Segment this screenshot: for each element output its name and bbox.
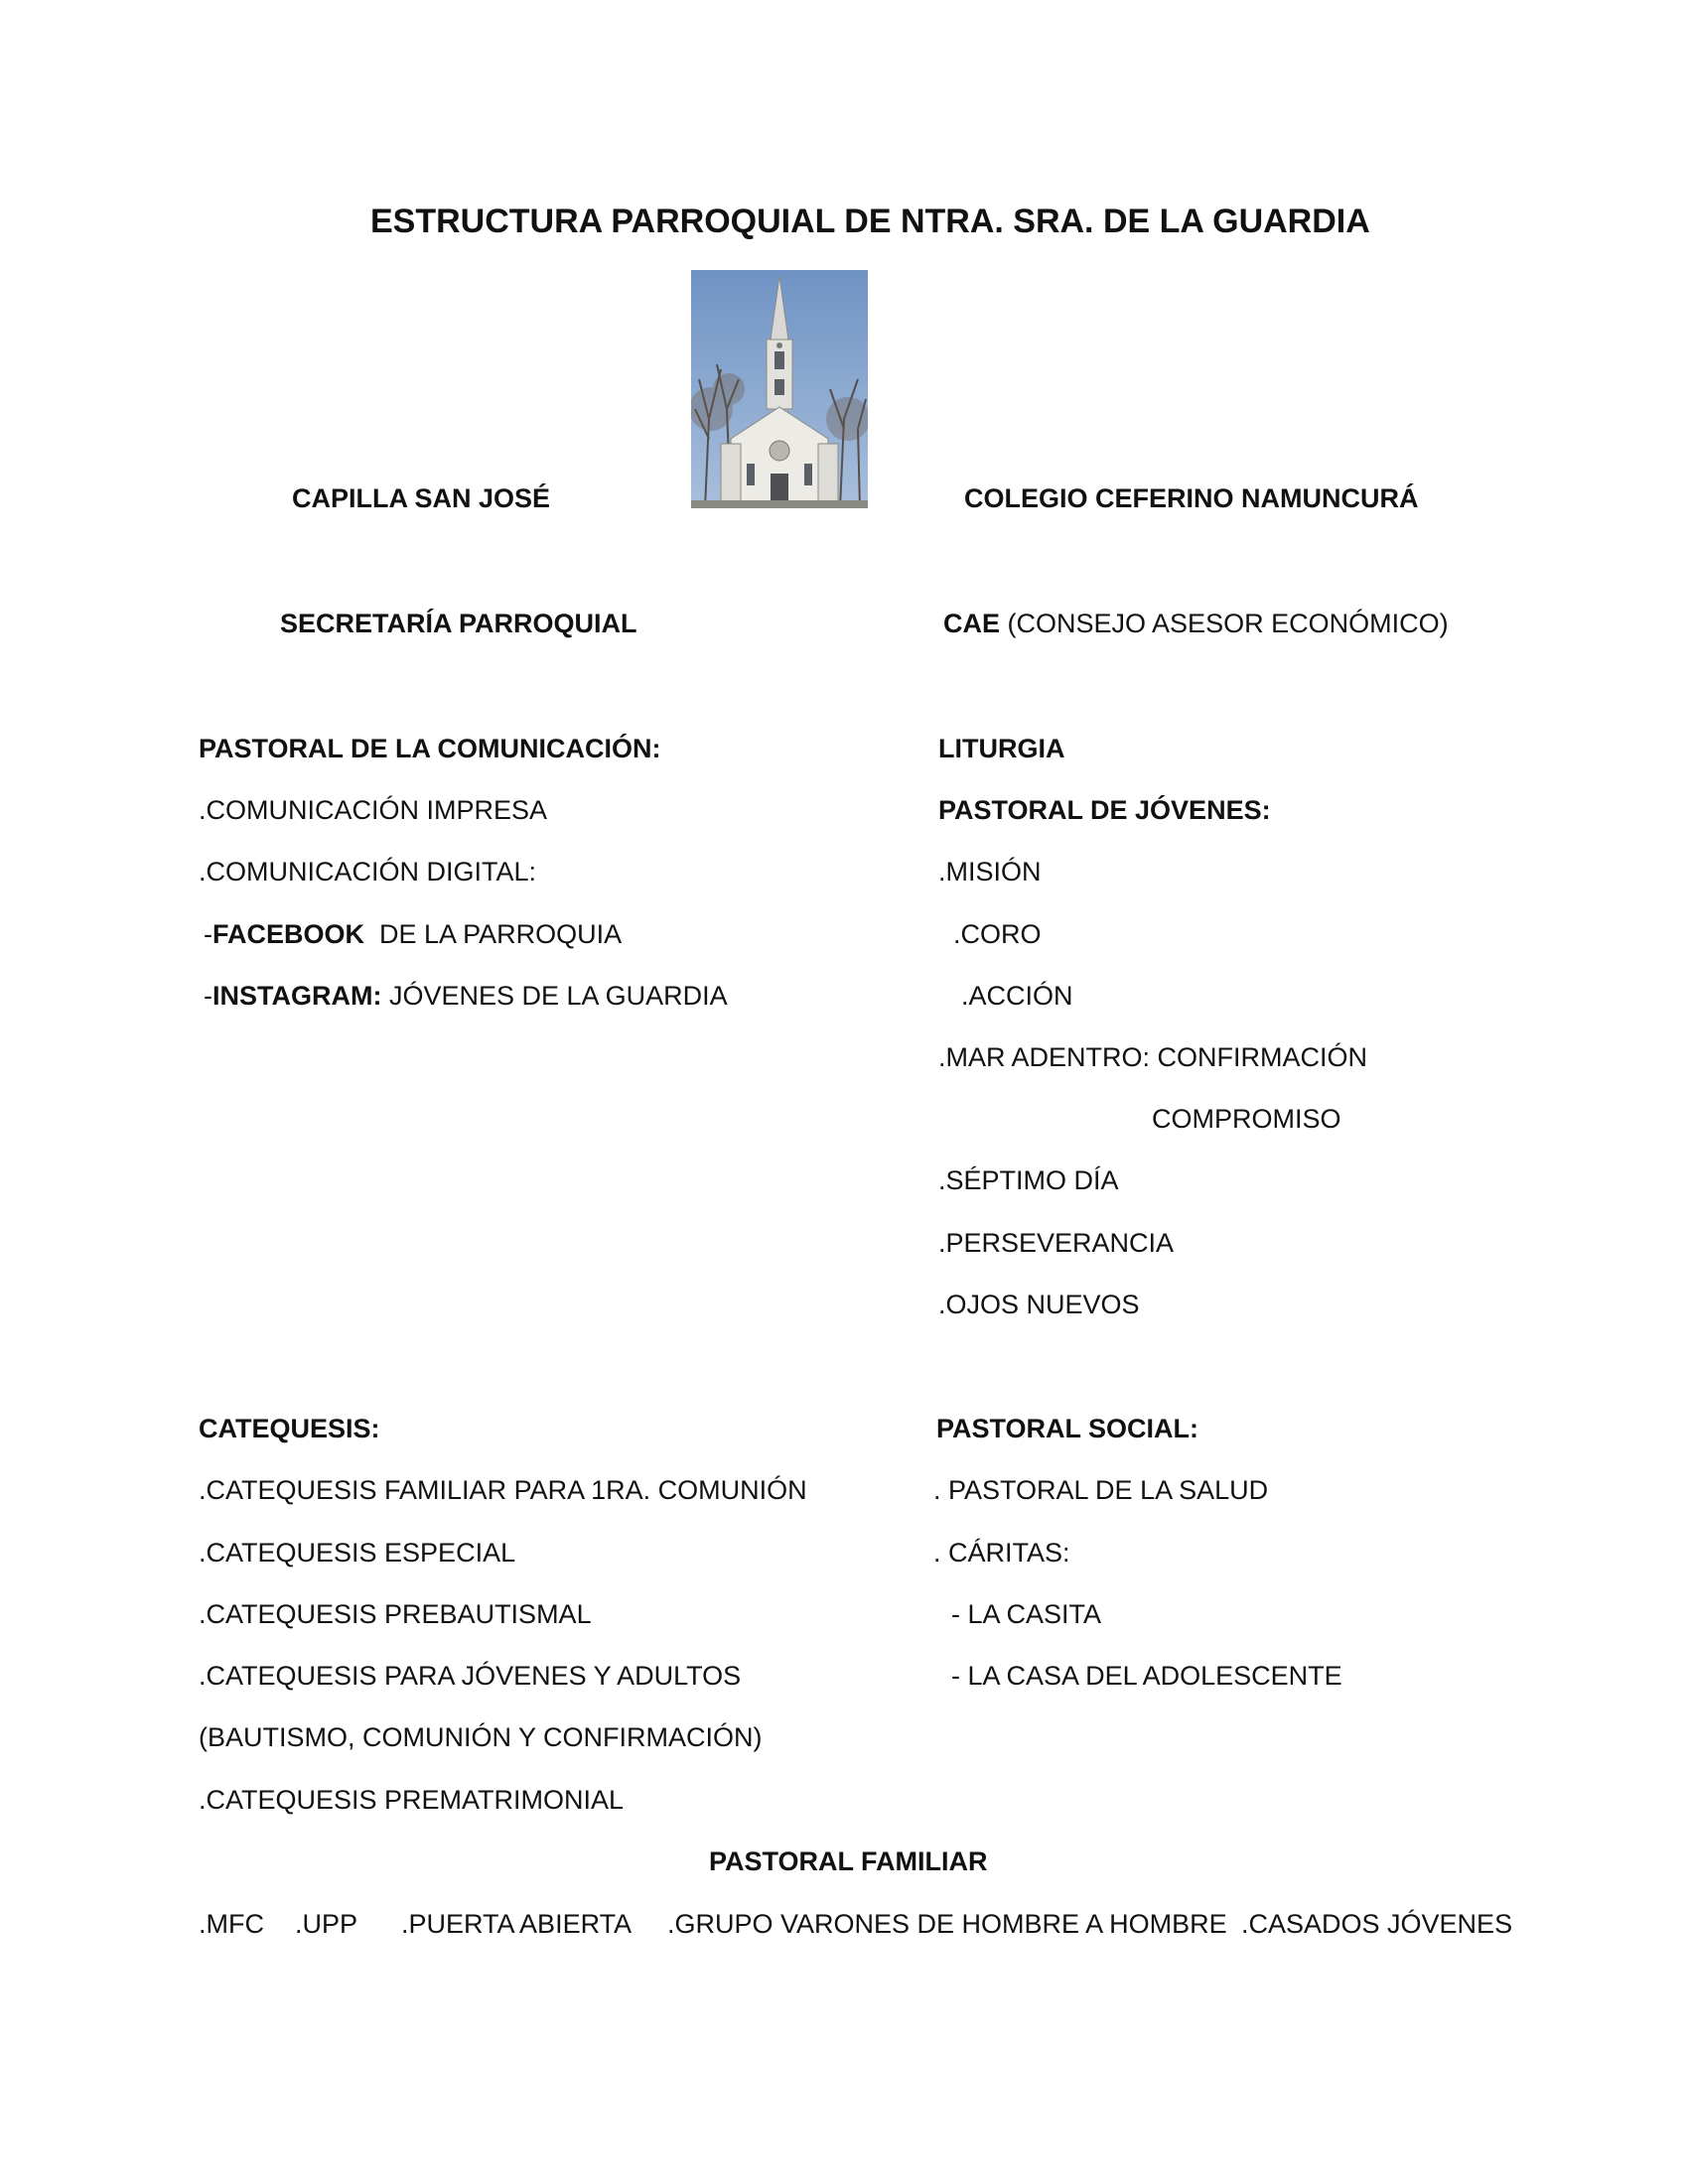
- familiar-item: .UPP: [295, 1909, 358, 1939]
- catequesis-item: .CATEQUESIS PARA JÓVENES Y ADULTOS: [199, 1661, 742, 1691]
- jovenes-accion: .ACCIÓN: [961, 981, 1073, 1011]
- familiar-item: .MFC: [199, 1909, 264, 1939]
- comunicacion-heading: PASTORAL DE LA COMUNICACIÓN:: [199, 734, 661, 763]
- catequesis-item: .CATEQUESIS PREMATRIMONIAL: [199, 1785, 625, 1815]
- cae-line: [943, 607, 1449, 640]
- jovenes-mision: .MISIÓN: [938, 857, 1042, 887]
- catequesis-item: .CATEQUESIS ESPECIAL: [199, 1538, 516, 1568]
- catequesis-item: (BAUTISMO, COMUNIÓN Y CONFIRMACIÓN): [199, 1722, 763, 1752]
- social-heading: PASTORAL SOCIAL:: [936, 1414, 1199, 1443]
- facebook-dash: -: [204, 919, 212, 949]
- capilla-label: CAPILLA SAN JOSÉ: [292, 483, 551, 513]
- liturgia-heading: LITURGIA: [938, 734, 1065, 763]
- jovenes-compromiso: COMPROMISO: [1152, 1104, 1341, 1134]
- jovenes-coro: .CORO: [953, 919, 1042, 949]
- familiar-item: .CASADOS JÓVENES: [1241, 1909, 1513, 1939]
- church-photo: [691, 270, 868, 508]
- social-item: - LA CASITA: [951, 1599, 1102, 1629]
- familiar-item: .PUERTA ABIERTA: [401, 1909, 633, 1939]
- jovenes-heading: PASTORAL DE JÓVENES:: [938, 795, 1271, 825]
- instagram-rest: JÓVENES DE LA GUARDIA: [381, 981, 728, 1011]
- colegio-label: COLEGIO CEFERINO NAMUNCURÁ: [964, 483, 1419, 513]
- catequesis-item: .CATEQUESIS PREBAUTISMAL: [199, 1599, 592, 1629]
- page-title: ESTRUCTURA PARROQUIAL DE NTRA. SRA. DE LA GUARDIA: [370, 203, 1370, 240]
- familiar-item: .GRUPO VARONES DE HOMBRE A HOMBRE: [667, 1909, 1227, 1939]
- social-item: - LA CASA DEL ADOLESCENTE: [951, 1661, 1342, 1691]
- jovenes-mar-adentro: .MAR ADENTRO: CONFIRMACIÓN: [938, 1042, 1368, 1072]
- facebook-item: [204, 917, 622, 951]
- comunicacion-impresa: .COMUNICACIÓN IMPRESA: [199, 795, 548, 825]
- instagram-label: INSTAGRAM:: [212, 981, 382, 1011]
- social-item: . CÁRITAS:: [933, 1538, 1070, 1568]
- jovenes-ojos-nuevos: .OJOS NUEVOS: [938, 1290, 1140, 1319]
- facebook-label: FACEBOOK: [212, 919, 365, 949]
- familiar-heading: PASTORAL FAMILIAR: [709, 1846, 988, 1876]
- comunicacion-digital: .COMUNICACIÓN DIGITAL:: [199, 857, 537, 887]
- instagram-dash: -: [204, 981, 212, 1011]
- social-item: . PASTORAL DE LA SALUD: [933, 1475, 1269, 1505]
- catequesis-heading: CATEQUESIS:: [199, 1414, 380, 1443]
- jovenes-septimo-dia: .SÉPTIMO DÍA: [938, 1165, 1119, 1195]
- facebook-rest: DE LA PARROQUIA: [364, 919, 623, 949]
- cae-abbrev: CAE: [943, 609, 1001, 638]
- catequesis-item: .CATEQUESIS FAMILIAR PARA 1RA. COMUNIÓN: [199, 1475, 807, 1505]
- jovenes-perseverancia: .PERSEVERANCIA: [938, 1228, 1175, 1258]
- cae-description: (CONSEJO ASESOR ECONÓMICO): [1000, 609, 1449, 638]
- secretaria-label: SECRETARÍA PARROQUIAL: [280, 609, 637, 638]
- instagram-item: [204, 979, 728, 1013]
